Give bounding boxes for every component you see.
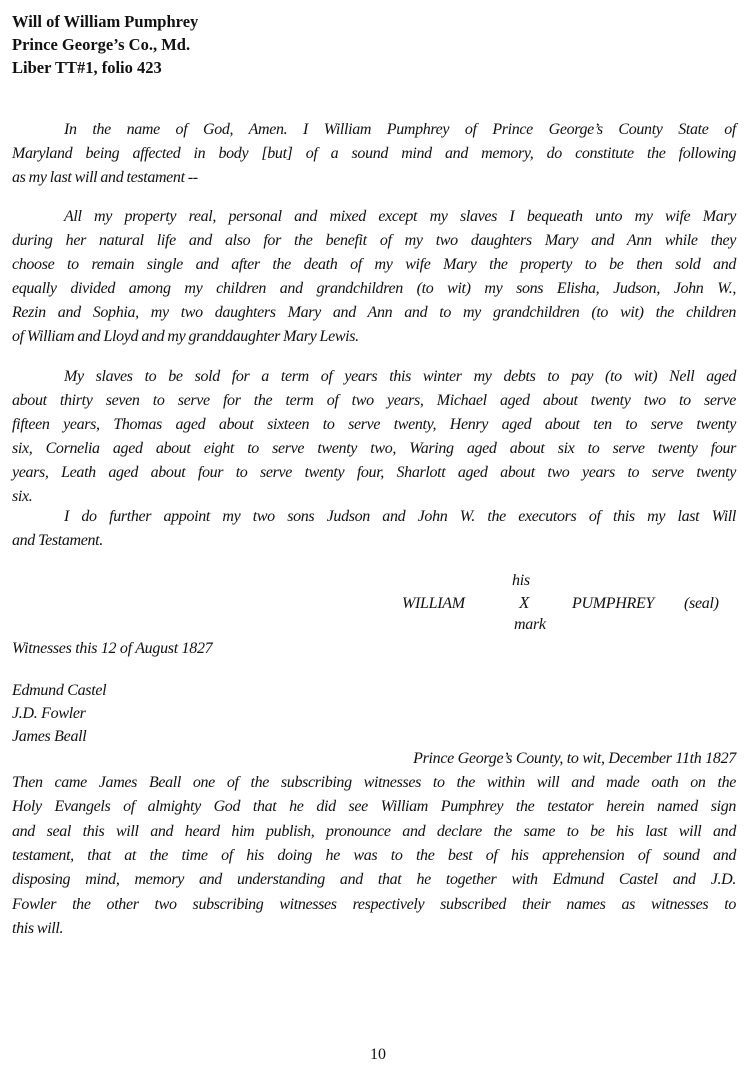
signature-mark: mark [514,616,546,633]
probate-line: Holy Evangels of almighty God that he did see William Pumphrey the testator herein named sign [12,798,736,816]
paragraph-line: and Testament. [12,532,103,549]
signature-last-name: PUMPHREY [572,595,655,612]
paragraph-line: My slaves to be sold for a term of years this winter my debts to pay (to wit) Nell aged [64,368,736,385]
page-number: 10 [370,1046,386,1063]
paragraph-line: In the name of God, Amen. I William Pumphrey of Prince George’s County State of [64,121,736,138]
document-title: Will of William Pumphrey [12,12,199,31]
probate-line: Then came James Beall one of the subscribing witnesses to the within will and made oath on the [12,774,736,791]
paragraph-line: of William and Lloyd and my granddaughter Mary Lewis. [12,328,359,345]
witness-date-line: Witnesses this 12 of August 1827 [12,640,213,657]
probate-line: this will. [12,919,64,937]
paragraph-line: Rezin and Sophia, my two daughters Mary and Ann and to my grandchildren (to wit) the children [12,304,736,321]
signature-seal: (seal) [684,595,719,612]
probate-line: Fowler the other two subscribing witnesses respectively subscribed their names as witnesses to [12,895,736,913]
liber-line: Liber TT#1, folio 423 [12,58,162,77]
witness-name: James Beall [12,728,87,745]
paragraph-line: fifteen years, Thomas aged about sixteen to serve twenty, Henry aged about ten to serve twenty [12,416,736,433]
paragraph-line: equally divided among my children and grandchildren (to wit) my sons Elisha, Judson, John W., [12,280,736,297]
witness-name: J.D. Fowler [12,705,86,722]
paragraph-line: during her natural life and also for the benefit of my two daughters Mary and Ann while they [12,232,736,249]
paragraph-line: years, Leath aged about four to serve twenty four, Sharlott aged about two years to serve twenty [12,464,736,481]
paragraph-line: about thirty seven to serve for the term of two years, Michael aged about twenty two to serve [12,392,736,409]
paragraph-line: choose to remain single and after the death of my wife Mary the property to be then sold and [12,256,736,273]
county-line: Prince George’s Co., Md. [12,35,191,54]
signature-first-name: WILLIAM [402,595,465,612]
probate-heading: Prince George’s County, to wit, December 11th 1827 [413,750,736,767]
witness-name: Edmund Castel [12,682,107,699]
paragraph-line: All my property real, personal and mixed except my slaves I bequeath unto my wife Mary [64,208,736,225]
paragraph-line: as my last will and testament -- [12,169,198,186]
signature-his: his [512,572,530,589]
paragraph-line: six, Cornelia aged about eight to serve twenty two, Waring aged about six to serve twenty four [12,440,736,457]
probate-line: disposing mind, memory and understanding and that he together with Edmund Castel and J.D. [12,871,736,889]
signature-mark-x-icon: X [519,593,530,612]
paragraph-line: I do further appoint my two sons Judson and John W. the executors of this my last Will [64,508,736,525]
paragraph-line: six. [12,488,33,505]
probate-line: testament, that at the time of his doing he was to the best of his apprehension of sound and [12,846,736,864]
probate-line: and seal this will and heard him publish, pronounce and declare the same to be his last will and [12,822,736,840]
paragraph-line: Maryland being affected in body [but] of a sound mind and memory, do constitute the following [12,145,736,162]
